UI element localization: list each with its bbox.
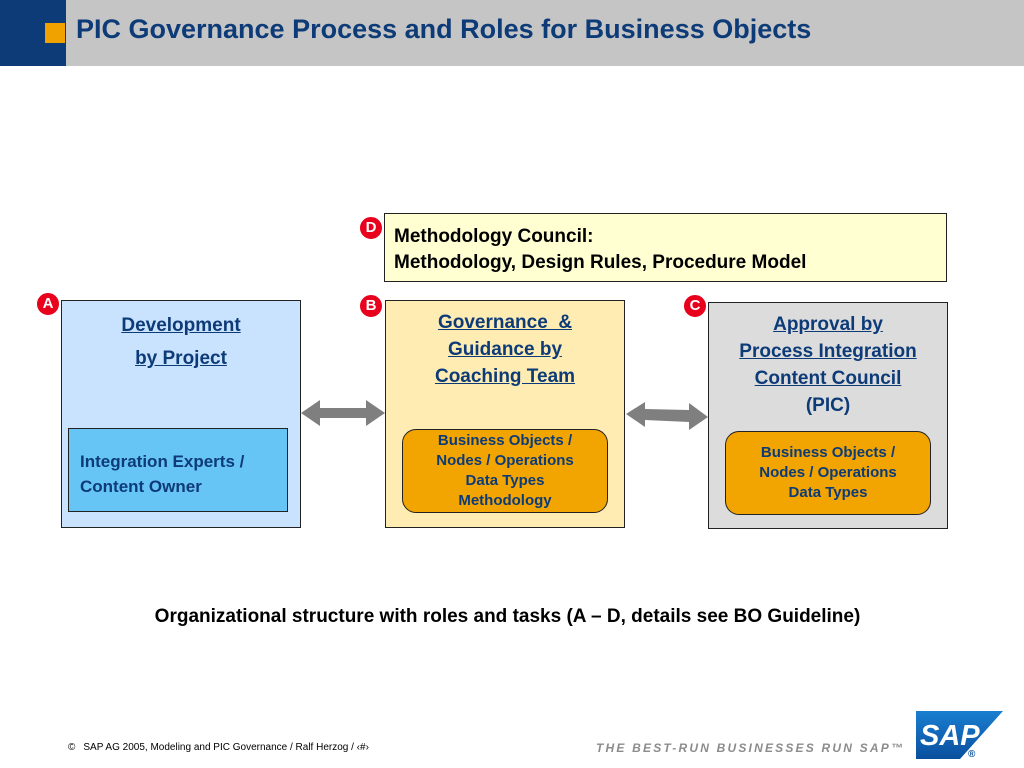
methodology-council-box xyxy=(384,213,947,282)
methodology-council-tasks: Methodology, Design Rules, Procedure Model xyxy=(394,252,807,273)
approval-title-line3: Content Council xyxy=(754,368,902,389)
approval-box xyxy=(708,302,948,529)
approval-title xyxy=(709,311,947,419)
sap-logo-icon xyxy=(916,711,1004,759)
governance-objects-line1: Business Objects / xyxy=(437,432,573,449)
badge-a: A xyxy=(36,292,60,316)
development-title-line1: Development xyxy=(121,315,241,336)
governance-title-line3: Coaching Team xyxy=(434,366,576,387)
governance-box xyxy=(385,300,625,528)
diagram-caption: Organizational structure with roles and tasks (A – D, details see BO Guideline) xyxy=(154,606,861,627)
sap-logo-text: SAP xyxy=(920,720,980,752)
double-arrow-icon xyxy=(298,397,388,431)
governance-title xyxy=(386,309,624,390)
governance-objects-line2: Nodes / Operations xyxy=(436,452,574,469)
development-title-line2: by Project xyxy=(135,348,227,369)
governance-title-line2: Guidance by xyxy=(447,339,563,360)
governance-objects-line3: Data Types xyxy=(465,472,545,489)
development-box xyxy=(61,300,301,528)
sap-logo-registered: ® xyxy=(968,749,976,759)
integration-experts-line2: Content Owner xyxy=(80,477,202,496)
approval-title-line4: (PIC) xyxy=(805,395,851,416)
integration-experts-box xyxy=(68,428,288,512)
approval-objects-line3: Data Types xyxy=(788,484,868,501)
approval-objects-line1: Business Objects / xyxy=(760,444,896,461)
governance-objects-line4: Methodology xyxy=(458,492,552,509)
governance-objects-box xyxy=(402,429,608,513)
approval-objects-line2: Nodes / Operations xyxy=(759,464,897,481)
double-arrow-icon xyxy=(623,399,711,433)
governance-title-line1: Governance & xyxy=(437,312,573,333)
badge-d: D xyxy=(359,216,383,240)
approval-title-line2: Process Integration xyxy=(739,341,917,362)
footer-copyright xyxy=(68,742,369,753)
badge-b: B xyxy=(359,294,383,318)
footer-text: SAP AG 2005, Modeling and PIC Governance / Ralf Herzog / ‹#› xyxy=(83,742,369,753)
approval-title-line1: Approval by xyxy=(773,314,883,335)
slide-title: PIC Governance Process and Roles for Business Objects xyxy=(76,14,812,44)
methodology-council-heading: Methodology Council: xyxy=(394,226,594,247)
approval-objects-box xyxy=(725,431,931,515)
integration-experts-line1: Integration Experts / xyxy=(80,452,245,471)
title-bullet-square xyxy=(45,23,65,43)
copyright-icon: © xyxy=(68,742,76,753)
development-title xyxy=(62,309,300,375)
footer-tagline: THE BEST-RUN BUSINESSES RUN SAP™ xyxy=(596,741,906,755)
badge-c: C xyxy=(683,294,707,318)
